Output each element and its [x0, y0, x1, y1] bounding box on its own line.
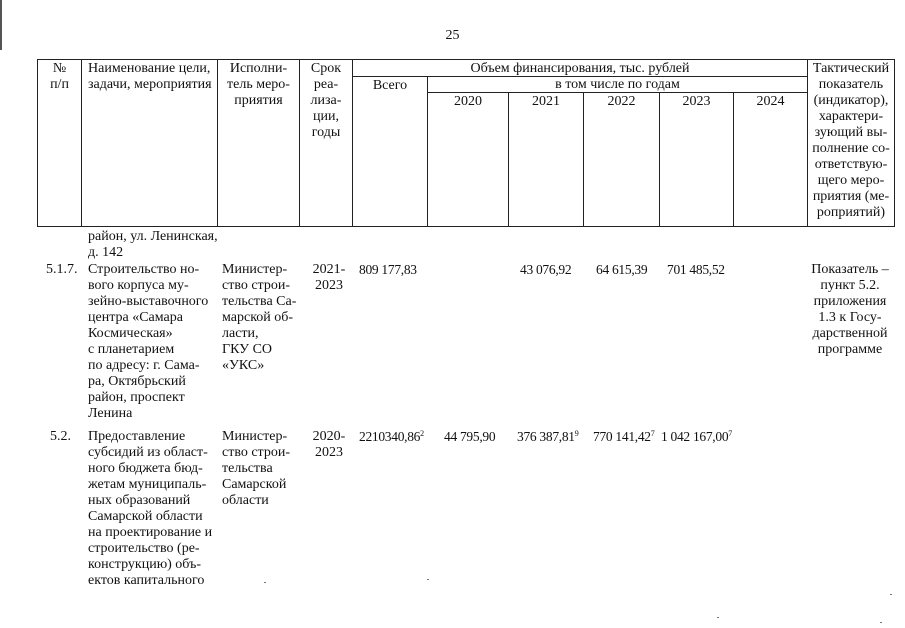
row-5-1-7-total: [359, 262, 417, 278]
scan-speck: [427, 579, 429, 580]
row-5-2-2022: [593, 429, 654, 445]
row-5-1-7-2022-value: 64 615,39: [596, 262, 648, 277]
header-funding: Объем финансирования, тыс. рублей: [470, 61, 690, 76]
row-5-1-7-num: 5.1.7.: [46, 262, 78, 277]
row-5-1-7-executor: Министер- ство строи- тельства Са- марской об- ласти, ГКУ СО «УКС»: [222, 262, 297, 373]
header-name: Наименование цели, задачи, мероприятия: [88, 61, 212, 92]
row-5-1-7-2023: [667, 262, 725, 278]
page-number: 25: [445, 28, 460, 43]
row-5-1-7-2022: [596, 262, 647, 278]
header-year-2022: 2022: [607, 94, 636, 109]
row-5-2-2021-value: 376 387,81: [517, 429, 575, 444]
col-border-6: [508, 92, 509, 227]
row-5-2-total-sup: 2: [420, 429, 424, 438]
row-5-1-7-2021: [520, 262, 571, 278]
scan-speck: [880, 622, 882, 623]
header-year-2020: 2020: [454, 94, 482, 109]
header-total: Всего: [372, 78, 408, 93]
row-5-2-2021-sup: 9: [574, 429, 579, 438]
row-5-1-7-2023-value: 701 485,52: [667, 262, 725, 277]
row-5-2-num: 5.2.: [50, 429, 71, 444]
header-year-2024: 2024: [756, 94, 785, 109]
row-5-1-7-total-value: 809 177,83: [359, 262, 417, 277]
row-5-2-2023-value: 1 042 167,00: [661, 429, 729, 444]
header-num: № п/п: [50, 61, 69, 92]
row-5-2-2022-sup: 7: [650, 429, 655, 438]
scan-speck: [717, 617, 719, 618]
row-5-1-7-name: Строительство но- вого корпуса му- зейно-выставочного центра «Самара Космическая» с планетарием по адресу: г. Сама- ра, Октябрьский район, проспект Ленина: [88, 262, 209, 421]
row-5-1-7-term: 2021- 2023: [312, 262, 346, 293]
row-5-1-7-2021-value: 43 076,92: [520, 262, 572, 277]
col-border-11: [894, 59, 895, 227]
row-5-2-term: 2020- 2023: [312, 429, 346, 460]
col-border-8: [659, 92, 660, 227]
header-year-2021: 2021: [532, 94, 560, 109]
row-5-2-2021: [517, 429, 578, 445]
row-5-1-7-indicator: Показатель – пункт 5.2. приложения 1.3 к Госу- дарственной программе: [811, 262, 889, 357]
header-bottom-border: [37, 226, 895, 227]
row-5-2-total-value: 2210340,86: [359, 429, 421, 444]
row-5-2-2022-value: 770 141,42: [593, 429, 651, 444]
header-indicator: Тактический показатель (индикатор), характери- зующий вы- полнение со- ответствую- щего меро- приятия (ме- роприятий): [812, 61, 890, 220]
row-5-2-2023: [661, 429, 732, 445]
header-executor: Исполни- тель меро- приятия: [227, 61, 290, 108]
row-5-2-2023-sup: 7: [728, 429, 732, 438]
col-border-9: [733, 92, 734, 227]
header-by-years: в том числе по годам: [555, 77, 680, 92]
row-5-2-name: Предоставление субсидий из област- ного бюджета бюд- жетам муниципаль- ных образований Самарской области на проектирование и строительство (ре- конструкцию) объ- ектов капитального: [88, 429, 213, 588]
row-5-2-total: [359, 429, 424, 445]
header-term: Срок реа- лиза- ции, годы: [310, 61, 342, 140]
scan-speck: [264, 582, 266, 583]
scan-speck: [890, 594, 892, 595]
header-year-2023: 2023: [682, 94, 711, 109]
col-border-7: [583, 92, 584, 227]
col-border-1: [81, 59, 82, 227]
row-5-2-2020: 44 795,90: [444, 429, 496, 444]
continuation-text: район, ул. Ленинская, д. 142: [88, 229, 218, 260]
row-5-2-executor: Министер- ство строи- тельства Самарской области: [222, 429, 291, 508]
table-top-border: [37, 59, 895, 60]
